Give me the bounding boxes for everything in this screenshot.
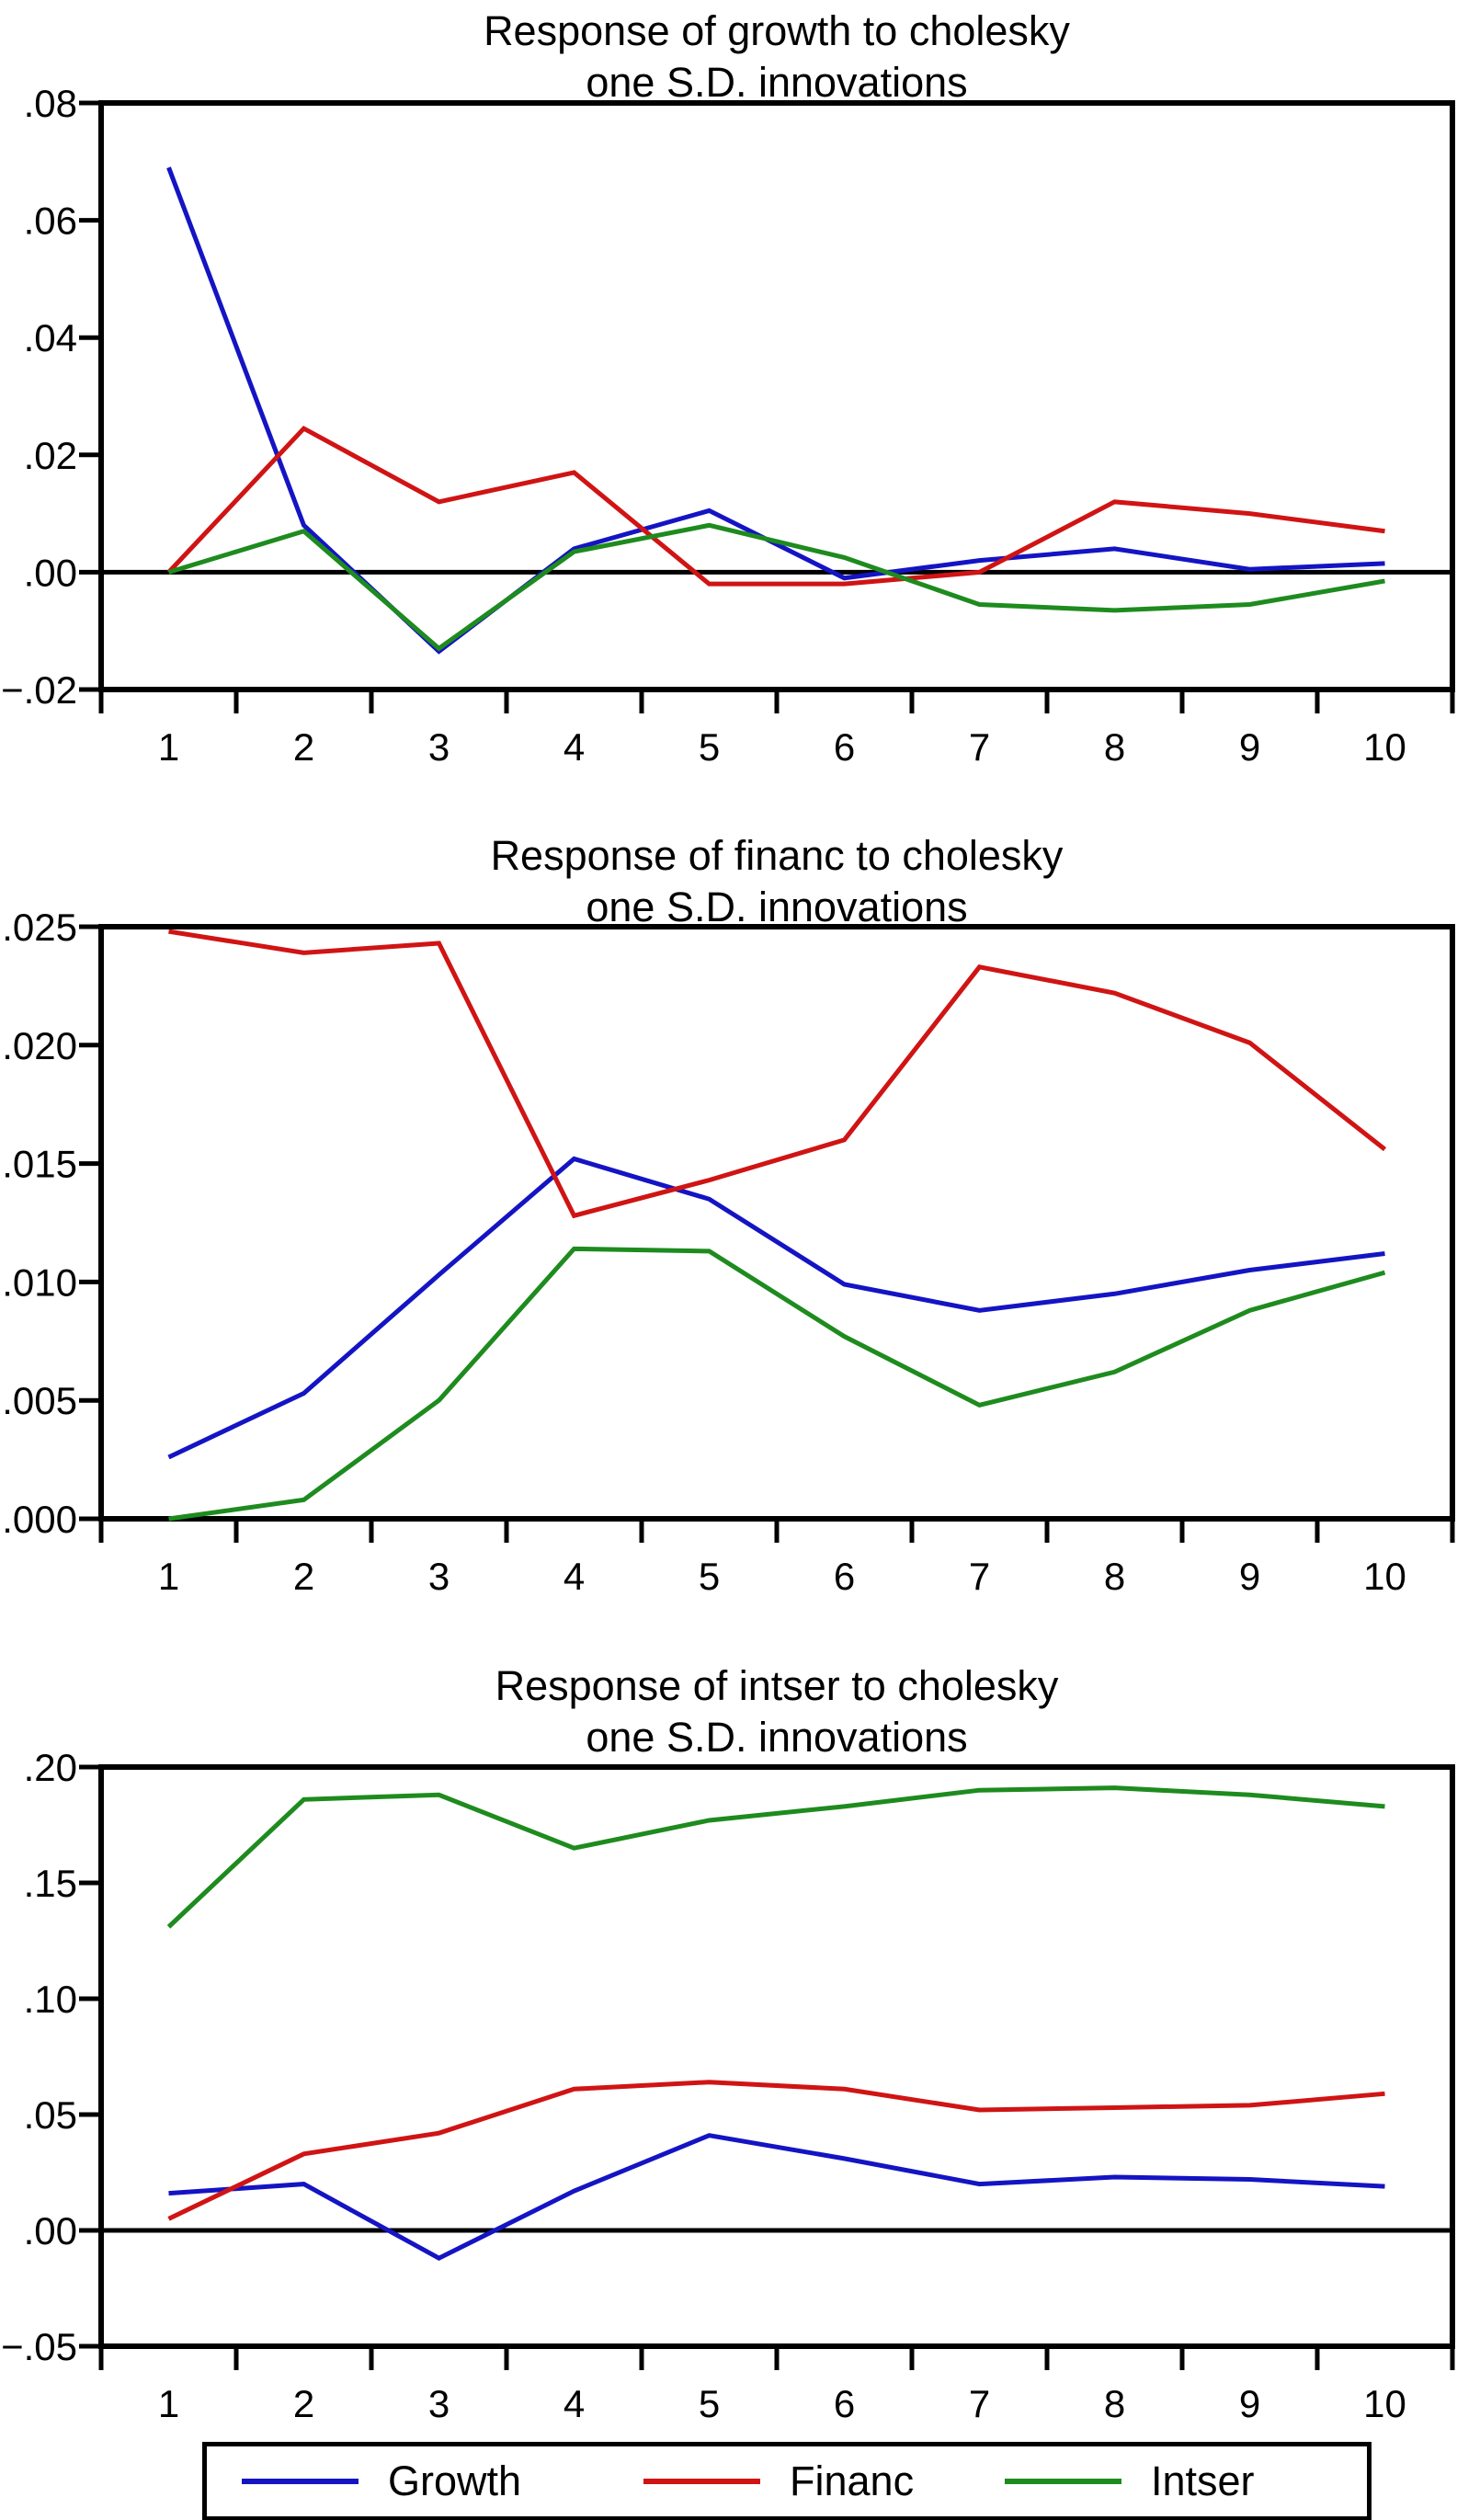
y-tick-label-financ: .005 <box>2 1379 77 1423</box>
chart-financ-title-line-2: one S.D. innovations <box>586 884 968 930</box>
y-tick-label-financ: .015 <box>2 1142 77 1186</box>
x-tick-label-financ: 5 <box>698 1555 721 1598</box>
x-tick-label-financ: 7 <box>968 1555 991 1598</box>
y-tick-label-growth: .02 <box>23 433 77 477</box>
x-tick-label-financ: 1 <box>157 1555 180 1598</box>
y-tick-label-intser: .05 <box>23 2093 77 2137</box>
x-tick-label-intser: 1 <box>157 2382 180 2425</box>
series-line-financ-on-intser <box>169 2082 1385 2219</box>
chart-intser-title-line-2: one S.D. innovations <box>586 1714 968 1761</box>
x-tick-label-financ: 8 <box>1103 1555 1126 1598</box>
series-line-growth-on-financ <box>169 1158 1385 1457</box>
legend-item-growth <box>242 2446 521 2516</box>
x-tick-label-growth: 1 <box>157 725 180 769</box>
x-tick-label-financ: 6 <box>833 1555 856 1598</box>
legend-item-financ <box>643 2446 914 2516</box>
y-tick-label-intser: .20 <box>23 1746 77 1789</box>
y-tick-label-growth: .06 <box>23 199 77 243</box>
intser-line-swatch <box>1005 2479 1121 2484</box>
x-tick-label-growth: 10 <box>1363 725 1406 769</box>
legend-label-intser: Intser <box>1151 2457 1255 2504</box>
plot-frame-intser <box>101 1767 1452 2346</box>
chart-intser-title-line-1: Response of intser to cholesky <box>495 1662 1059 1709</box>
y-tick-label-financ: .025 <box>2 906 77 949</box>
x-tick-label-growth: 3 <box>427 725 450 769</box>
x-tick-label-financ: 2 <box>292 1555 315 1598</box>
y-tick-label-intser: .15 <box>23 1862 77 1905</box>
x-tick-label-intser: 9 <box>1238 2382 1261 2425</box>
y-tick-label-financ: .000 <box>2 1498 77 1541</box>
y-tick-label-growth: −.02 <box>1 668 77 712</box>
y-tick-label-growth: .00 <box>23 551 77 595</box>
y-tick-label-financ: .010 <box>2 1260 77 1305</box>
x-tick-label-growth: 5 <box>698 725 721 769</box>
plot-frame-financ <box>101 927 1452 1519</box>
series-line-growth-on-growth <box>169 167 1385 651</box>
x-tick-label-growth: 9 <box>1238 725 1261 769</box>
y-tick-label-intser: −.05 <box>1 2325 77 2368</box>
series-line-financ-on-financ <box>169 931 1385 1215</box>
x-tick-label-growth: 2 <box>292 725 315 769</box>
x-tick-label-financ: 3 <box>427 1555 450 1598</box>
x-tick-label-financ: 4 <box>563 1555 586 1598</box>
x-tick-label-growth: 7 <box>968 725 991 769</box>
legend-label-growth: Growth <box>388 2457 522 2504</box>
plot-frame-growth <box>101 103 1452 690</box>
x-tick-label-growth: 6 <box>833 725 856 769</box>
x-tick-label-intser: 5 <box>698 2382 721 2425</box>
x-tick-label-intser: 2 <box>292 2382 315 2425</box>
y-tick-label-financ: .020 <box>2 1023 77 1067</box>
y-tick-label-intser: .10 <box>23 1978 77 2021</box>
chart-growth-title-line-1: Response of growth to cholesky <box>484 7 1070 54</box>
x-tick-label-growth: 4 <box>563 725 586 769</box>
legend-label-financ: Financ <box>790 2457 915 2504</box>
x-tick-label-intser: 10 <box>1363 2382 1406 2425</box>
financ-line-swatch <box>643 2479 760 2484</box>
y-tick-label-growth: .08 <box>23 82 77 125</box>
x-tick-label-financ: 10 <box>1363 1555 1406 1598</box>
x-tick-label-growth: 8 <box>1103 725 1126 769</box>
series-line-intser-on-intser <box>169 1788 1385 1927</box>
chart-growth-title-line-2: one S.D. innovations <box>586 59 968 106</box>
y-tick-label-intser: .00 <box>23 2209 77 2252</box>
legend <box>202 2442 1372 2520</box>
growth-line-swatch <box>242 2479 359 2484</box>
y-tick-label-growth: .04 <box>23 316 77 360</box>
x-tick-label-intser: 4 <box>563 2382 586 2425</box>
x-tick-label-intser: 3 <box>427 2382 450 2425</box>
x-tick-label-intser: 8 <box>1103 2382 1126 2425</box>
series-line-growth-on-intser <box>169 2136 1385 2259</box>
x-tick-label-intser: 7 <box>968 2382 991 2425</box>
legend-item-intser <box>1005 2446 1255 2516</box>
x-tick-label-financ: 9 <box>1238 1555 1261 1598</box>
chart-financ-title-line-1: Response of financ to cholesky <box>490 832 1064 879</box>
series-line-intser-on-growth <box>169 525 1385 648</box>
series-line-intser-on-financ <box>169 1249 1385 1519</box>
x-tick-label-intser: 6 <box>833 2382 856 2425</box>
